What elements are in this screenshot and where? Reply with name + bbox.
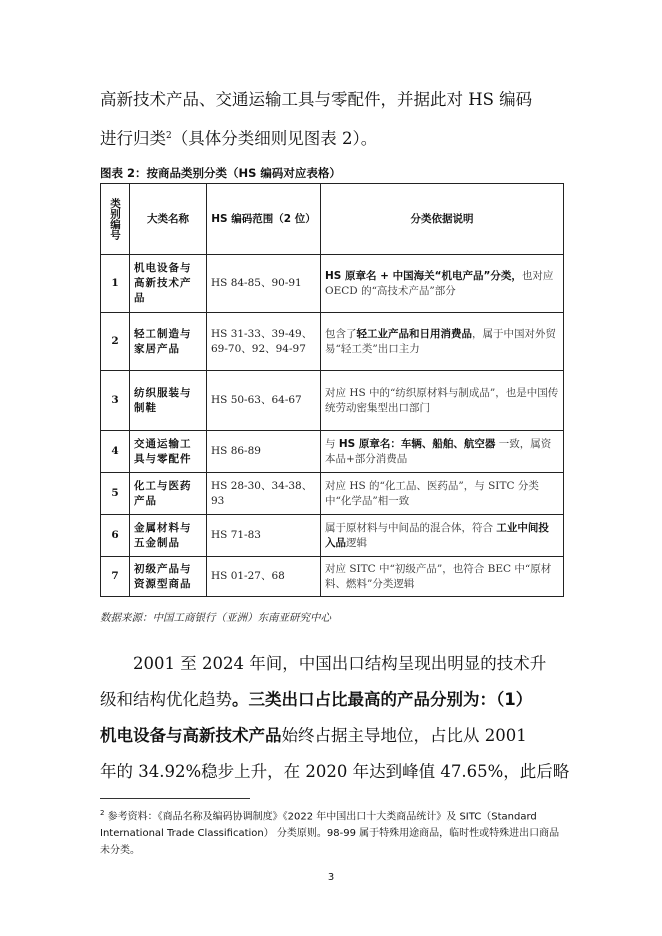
table-header-row <box>101 184 564 255</box>
table-row <box>101 371 564 431</box>
row-category: 初级产品与资源型商品 <box>130 557 207 597</box>
footnote-ref[interactable]: 2 <box>166 131 172 141</box>
header-basis: 分类依据说明 <box>321 184 564 255</box>
table-row <box>101 431 564 473</box>
row-description: 包含了轻工业产品和日用消费品，属于中国对外贸易“轻工类”出口主力 <box>321 313 564 371</box>
page-number: 3 <box>327 872 335 883</box>
table-row <box>101 255 564 313</box>
body-line-4: 年的 34.92%稳步上升，在 2020 年达到峰值 47.65%，此后略 <box>100 762 570 781</box>
row-range: HS 71-83 <box>207 515 321 557</box>
row-id: 1 <box>101 255 130 313</box>
footnote <box>100 805 562 859</box>
row-category: 轻工制造与家居产品 <box>130 313 207 371</box>
row-description: 与 HS 原章名：车辆、船舶、航空器 一致，属资本品+部分消费品 <box>321 431 564 473</box>
intro-paragraph <box>100 82 562 157</box>
footnote-text: 参考资料：《商品名称及编码协调制度》《2022 年中国出口十大类商品统计》及 SITC（Standard International Trade Classification） 分类原则。98-99 属于特殊用途商品，临时性或特殊进出口商品未分类。 <box>100 811 560 857</box>
row-id: 7 <box>101 557 130 597</box>
table-row <box>101 557 564 597</box>
row-range: HS 84-85、90-91 <box>207 255 321 313</box>
table-source: 数据来源：中国工商银行（亚洲）东南亚研究中心 <box>100 612 331 624</box>
row-id: 3 <box>101 371 130 431</box>
header-range: HS 编码范围（2 位） <box>207 184 321 255</box>
header-id: 类别编号 <box>101 184 130 255</box>
row-range: HS 01-27、68 <box>207 557 321 597</box>
table-row <box>101 473 564 515</box>
header-category: 大类名称 <box>130 184 207 255</box>
intro-line-1: 高新技术产品、交通运输工具与零配件，并据此对 HS 编码 <box>100 90 533 109</box>
row-category: 纺织服装与制鞋 <box>130 371 207 431</box>
row-category: 化工与医药产品 <box>130 473 207 515</box>
row-category: 交通运输工具与零配件 <box>130 431 207 473</box>
row-range: HS 86-89 <box>207 431 321 473</box>
row-range: HS 31-33、39-49、69-70、92、94-97 <box>207 313 321 371</box>
hs-classification-table <box>100 183 564 597</box>
table-row <box>101 515 564 557</box>
table-caption: 图表 2：按商品类别分类（HS 编码对应表格） <box>100 166 341 180</box>
row-id: 6 <box>101 515 130 557</box>
footnote-mark: 2 <box>100 809 105 817</box>
row-description: 对应 SITC 中“初级产品”，也符合 BEC 中“原材料、燃料”分类逻辑 <box>321 557 564 597</box>
body-line-2: 级和结构优化趋势。三类出口占比最高的产品分别为：（1） <box>100 690 533 709</box>
row-id: 4 <box>101 431 130 473</box>
row-description: 对应 HS 中的“纺织原材料与制成品”，也是中国传统劳动密集型出口部门 <box>321 371 564 431</box>
row-description: HS 原章名 + 中国海关“机电产品”分类，也对应 OECD 的“高技术产品”部分 <box>321 255 564 313</box>
row-category: 金属材料与五金制品 <box>130 515 207 557</box>
row-id: 2 <box>101 313 130 371</box>
row-category: 机电设备与高新技术产品 <box>130 255 207 313</box>
row-range: HS 50-63、64-67 <box>207 371 321 431</box>
footnote-divider <box>100 798 250 799</box>
intro-line-2: 进行归类$^2$（具体分类细则见图表 2）。 <box>100 129 378 148</box>
row-range: HS 28-30、34-38、93 <box>207 473 321 515</box>
table-row <box>101 313 564 371</box>
body-line-1: 2001 至 2024 年间，中国出口结构呈现出明显的技术升 <box>133 654 547 673</box>
row-description: 属于原材料与中间品的混合体，符合 工业中间投入品逻辑 <box>321 515 564 557</box>
row-description: 对应 HS 的“化工品、医药品”，与 SITC 分类中“化学品”相一致 <box>321 473 564 515</box>
row-id: 5 <box>101 473 130 515</box>
body-line-3: 机电设备与高新技术产品始终占据主导地位，占比从 2001 <box>100 726 527 745</box>
body-paragraph <box>100 646 570 790</box>
